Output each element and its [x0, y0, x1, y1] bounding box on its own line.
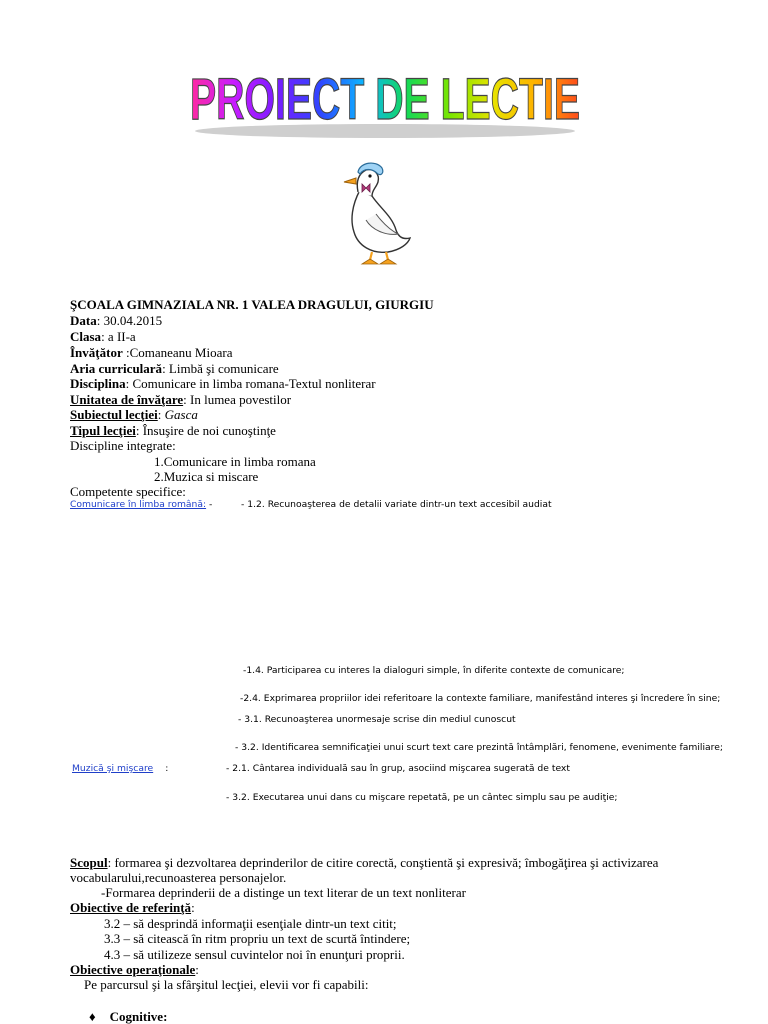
field-data	[70, 313, 162, 328]
scopul-row	[70, 855, 658, 870]
cognitive-row	[89, 1009, 167, 1024]
muzica-row	[72, 763, 168, 775]
competency-1-2: - 1.2. Recunoaşterea de detalii variate dintr-un text accesibil audiat	[241, 499, 552, 510]
obj-ref-item: 3.2 – să desprindă informaţii esenţiale dintr-un text citit;	[104, 916, 397, 931]
scopul-line-3: -Formarea deprinderii de a distinge un text literar de un text nonliterar	[101, 885, 466, 900]
field-value: : Limbă şi comunicare	[162, 361, 279, 376]
diamond-bullet-icon: ♦	[89, 1009, 96, 1024]
competency-2-4: -2.4. Exprimarea propriilor idei referitoare la contexte familiare, manifestând interes şi încredere în sine;	[240, 693, 721, 704]
page-title: PROIECT DE LECTIE	[190, 67, 580, 132]
scopul-label: Scopul	[70, 855, 108, 870]
obj-op-intro: Pe parcursul şi la sfârşitul lecţiei, elevii vor fi capabili:	[84, 977, 369, 992]
lesson-subject: Gasca	[164, 407, 198, 422]
field-label: Unitatea de învăţare	[70, 392, 184, 407]
field-tipul	[70, 423, 276, 438]
field-clasa	[70, 329, 136, 344]
field-value: : 30.04.2015	[96, 313, 163, 328]
field-unitatea	[70, 392, 291, 407]
field-value: : Însuşire de noi cunoştinţe	[135, 423, 276, 438]
field-label: Aria curriculară	[70, 361, 163, 376]
cognitive-label: Cognitive:	[109, 1009, 168, 1024]
field-label: Învăţător	[70, 345, 123, 360]
competency-3-2: - 3.2. Identificarea semnificaţiei unui scurt text care prezintă întâmplări, fenomene, evenimente familiare;	[235, 742, 723, 753]
muzica-3-2: - 3.2. Executarea unui dans cu mişcare repetată, pe un cântec simplu sau pe audiţie;	[226, 792, 618, 803]
muzica-link[interactable]: Muzică şi mişcare	[72, 763, 154, 774]
field-disciplina	[70, 376, 376, 391]
field-value: : a II-a	[101, 329, 136, 344]
field-label: Subiectul lecţiei	[70, 407, 158, 422]
field-label: Disciplina	[70, 376, 126, 391]
field-label: Clasa	[70, 329, 102, 344]
field-subiect	[70, 407, 198, 422]
field-invatator	[70, 345, 232, 360]
title-wordart	[170, 55, 610, 145]
integrated-label: Discipline integrate:	[70, 438, 176, 453]
field-label: Data	[70, 313, 97, 328]
scopul-text: : formarea şi dezvoltarea deprinderilor de citire corectă, conştientă şi expresivă; îmbogăţirea şi activizarea	[107, 855, 659, 870]
obj-op-label: Obiective operaţionale	[70, 962, 196, 977]
field-label: Tipul lecţiei	[70, 423, 136, 438]
field-value: : Comunicare in limba romana-Textul nonliterar	[125, 376, 376, 391]
field-value: :	[157, 407, 165, 422]
field-aria	[70, 361, 279, 376]
competente-label: Competente specifice:	[70, 484, 186, 499]
field-value: :Comaneanu Mioara	[122, 345, 233, 360]
goose-illustration	[332, 160, 412, 270]
school-name: ŞCOALA GIMNAZIALA NR. 1 VALEA DRAGULUI, GIURGIU	[70, 297, 434, 312]
integrated-item: 2.Muzica si miscare	[154, 469, 259, 484]
integrated-item: 1.Comunicare in limba romana	[154, 454, 316, 469]
comunicare-link[interactable]: Comunicare în limba română:	[70, 499, 207, 510]
obj-ref-item: 3.3 – să citească în ritm propriu un text de scurtă întindere;	[104, 931, 411, 946]
muzica-2-1: - 2.1. Cântarea individuală sau în grup, asociind mişcarea sugerată de text	[226, 763, 570, 774]
comunicare-row	[70, 499, 212, 511]
field-value: : In lumea povestilor	[183, 392, 292, 407]
obj-ref-row: Obiective de referinţă:	[70, 900, 195, 915]
obj-ref-item: 4.3 – să utilizeze sensul cuvintelor noi în enunţuri proprii.	[104, 947, 405, 962]
muzica-colon: :	[165, 763, 169, 774]
obj-ref-label: Obiective de referinţă	[70, 900, 192, 915]
competency-1-4: -1.4. Participarea cu interes la dialoguri simple, în diferite contexte de comunicare;	[243, 665, 625, 676]
comunicare-dash: -	[206, 499, 213, 510]
competency-3-1: - 3.1. Recunoaşterea unormesaje scrise din mediul cunoscut	[238, 714, 516, 725]
obj-op-row: Obiective operaţionale:	[70, 962, 199, 977]
scopul-line-2: vocabularului,recunoasterea personajelor.	[70, 870, 287, 885]
